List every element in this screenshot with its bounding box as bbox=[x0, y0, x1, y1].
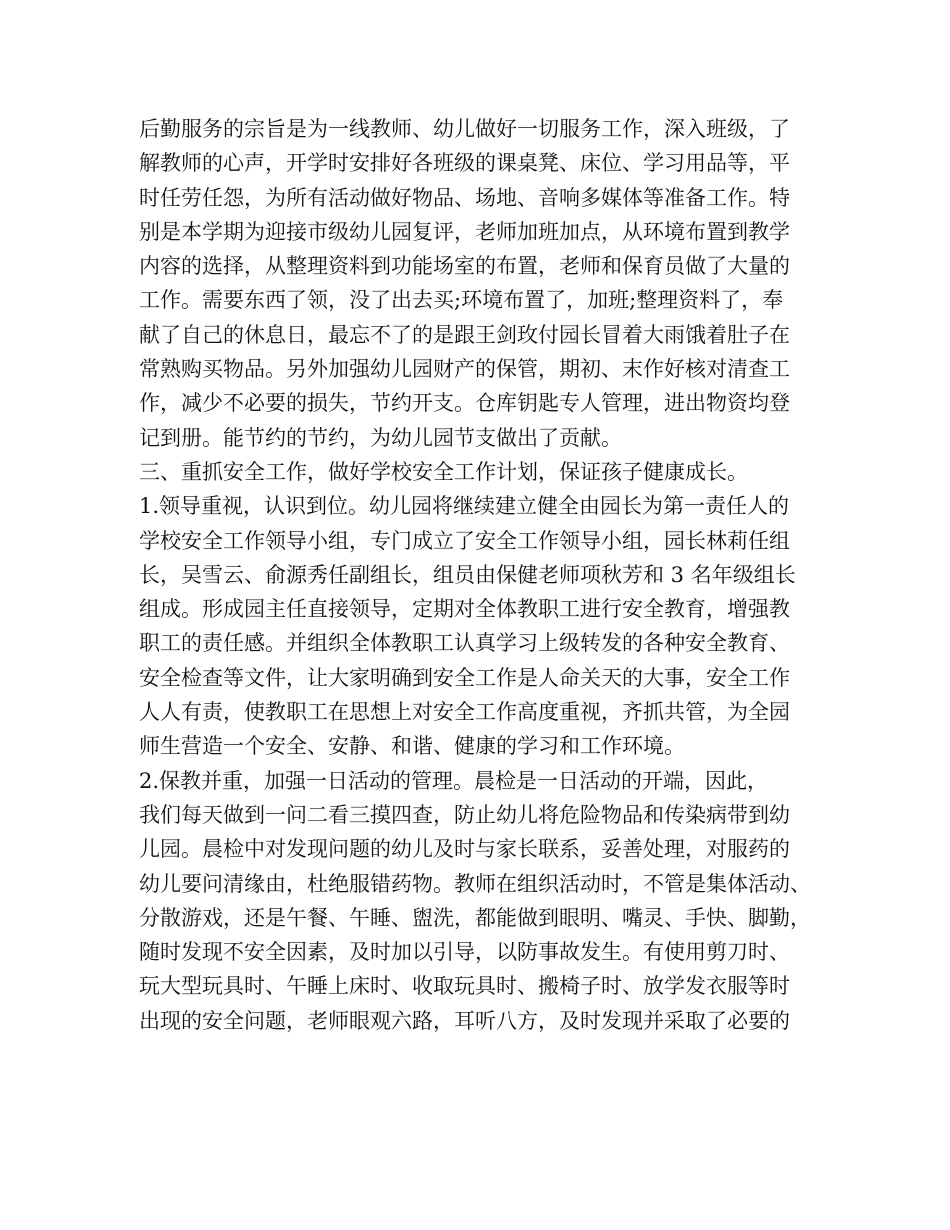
text-line: 1.领导重视，认识到位。幼儿园将继续建立健全由园长为第一责任人的 bbox=[139, 494, 790, 519]
text-line: 儿园。晨检中对发现问题的幼儿及时与家长联系，妥善处理，对服药的 bbox=[139, 837, 790, 862]
text-line: 师生营造一个安全、安静、和谐、健康的学习和工作环境。 bbox=[139, 734, 685, 759]
text-line: 出现的安全问题，老师眼观六路，耳听八方，及时发现并采取了必要的 bbox=[139, 1008, 790, 1033]
text-line: 内容的选择，从整理资料到功能场室的布置，老师和保育员做了大量的 bbox=[139, 254, 790, 279]
text-line: 我们每天做到一问二看三摸四查，防止幼儿将危险物品和传染病带到幼 bbox=[139, 802, 790, 827]
text-line: 组成。形成园主任直接领导，定期对全体教职工进行安全教育，增强教 bbox=[139, 597, 790, 622]
text-line: 幼儿要问清缘由，杜绝服错药物。教师在组织活动时，不管是集体活动、 bbox=[139, 871, 811, 896]
section-heading: 三、重抓安全工作，做好学校安全工作计划，保证孩子健康成长。 bbox=[139, 459, 748, 484]
text-line: 工作。需要东西了领，没了出去买;环境布置了，加班;整理资料了，奉 bbox=[139, 288, 784, 313]
text-line: 作，减少不必要的损失，节约开支。仓库钥匙专人管理，进出物资均登 bbox=[139, 391, 790, 416]
text-line: 记到册。能节约的节约，为幼儿园节支做出了贡献。 bbox=[139, 425, 622, 450]
text-line: 后勤服务的宗旨是为一线教师、幼儿做好一切服务工作，深入班级，了 bbox=[139, 117, 790, 141]
text-line: 学校安全工作领导小组，专门成立了安全工作领导小组，园长林莉任组 bbox=[139, 528, 790, 553]
text-line: 安全检查等文件，让大家明确到安全工作是人命关天的大事，安全工作 bbox=[139, 665, 790, 690]
text-line: 解教师的心声，开学时安排好各班级的课桌凳、床位、学习用品等，平 bbox=[139, 151, 790, 176]
text-line: 玩大型玩具时、午睡上床时、收取玩具时、搬椅子时、放学发衣服等时 bbox=[139, 974, 790, 999]
text-line: 常熟购买物品。另外加强幼儿园财产的保管，期初、末作好核对清查工 bbox=[139, 357, 790, 382]
body-text bbox=[139, 112, 829, 1038]
text-line: 职工的责任感。并组织全体教职工认真学习上级转发的各种安全教育、 bbox=[139, 631, 790, 656]
text-line: 长，吴雪云、俞源秀任副组长，组员由保健老师项秋芳和 3 名年级组长 bbox=[139, 562, 796, 587]
text-line: 随时发现不安全因素，及时加以引导，以防事故发生。有使用剪刀时、 bbox=[139, 940, 790, 965]
text-line: 2.保教并重，加强一日活动的管理。晨检是一日活动的开端，因此， bbox=[139, 768, 769, 793]
text-line: 分散游戏，还是午餐、午睡、盥洗，都能做到眼明、嘴灵、手快、脚勤， bbox=[139, 905, 811, 930]
text-line: 别是本学期为迎接市级幼儿园复评，老师加班加点，从环境布置到教学 bbox=[139, 219, 790, 244]
text-line: 献了自己的休息日，最忘不了的是跟王剑玫付园长冒着大雨饿着肚子在 bbox=[139, 322, 790, 347]
text-line: 人人有责，使教职工在思想上对安全工作高度重视，齐抓共管，为全园 bbox=[139, 700, 790, 725]
text-line: 时任劳任怨，为所有活动做好物品、场地、音响多媒体等准备工作。特 bbox=[139, 185, 790, 210]
